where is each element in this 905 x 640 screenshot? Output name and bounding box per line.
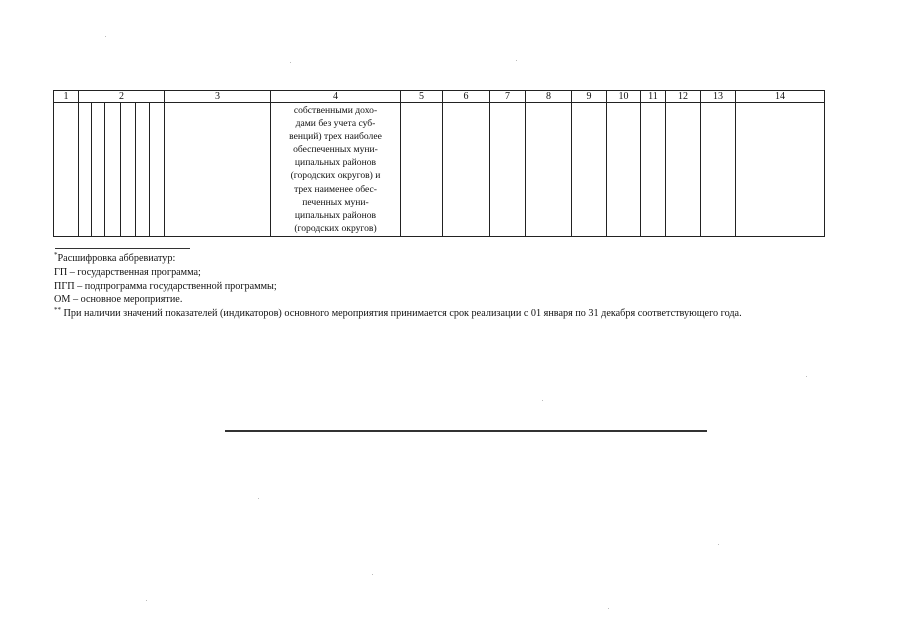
scan-speck [806,376,807,377]
cell-col-11 [641,103,666,237]
abbrev-om: ОМ – основное мероприятие. [54,294,183,306]
scan-speck [290,62,291,63]
col-header-2: 2 [79,91,165,103]
footnote-separator [55,248,190,249]
text-line: собственными дохо- [293,105,378,116]
cell-col-1 [54,103,79,237]
cell-col-2a [79,103,92,237]
col-header-3: 3 [165,91,271,103]
col-header-13: 13 [701,91,736,103]
text-line: ципальных районов [294,209,377,221]
cell-col-9 [572,103,607,237]
cell-col-2e [136,103,150,237]
cell-col-2c [105,103,121,237]
footnote-marker: * [54,251,58,259]
end-of-document-line [225,430,707,432]
scan-speck [146,600,147,601]
col-header-12: 12 [666,91,701,103]
scan-speck [516,60,517,61]
text-line: венций) трех наиболее [289,131,382,143]
text-line: (городских округов) и [290,170,381,182]
scan-speck [372,574,373,575]
header-row [54,91,825,103]
text-line: дами без учета суб- [295,118,376,130]
text-line: (городских округов) [294,222,377,234]
abbreviations-title: *Расшифровка аббревиатур: [54,251,176,264]
scan-speck [718,544,719,545]
cell-col-3 [165,103,271,237]
scan-speck [542,400,543,401]
indicators-table [53,90,825,237]
footnote-marker: ** [54,306,61,315]
cell-col-5 [401,103,443,237]
text-line: обеспеченных муни- [293,144,378,156]
col-header-9: 9 [572,91,607,103]
cell-col-12 [666,103,701,237]
indicator-description [271,103,400,235]
col-header-11: 11 [641,91,666,103]
col-header-7: 7 [490,91,526,103]
cell-col-4 [271,103,401,237]
text-line: ципальных районов [294,157,377,169]
text-line: печенных муни- [302,196,369,208]
abbrev-gp: ГП – государственная программа; [54,266,201,278]
footnotes [54,252,844,321]
col-header-8: 8 [526,91,572,103]
col-header-4: 4 [271,91,401,103]
col-header-1: 1 [54,91,79,103]
text-line: трех наименее обес- [294,183,377,195]
cell-col-6 [443,103,490,237]
scan-speck [105,36,106,37]
cell-col-13 [701,103,736,237]
abbrev-pgp: ПГП – подпрограмма государственной программы; [54,280,277,292]
cell-col-8 [526,103,572,237]
col-header-6: 6 [443,91,490,103]
cell-col-14 [736,103,825,237]
cell-col-7 [490,103,526,237]
cell-col-10 [607,103,641,237]
col-header-14: 14 [736,91,825,103]
scan-speck [608,608,609,609]
cell-col-2d [121,103,136,237]
col-header-5: 5 [401,91,443,103]
scan-speck [258,498,259,499]
cell-col-2f [150,103,165,237]
cell-col-2b [92,103,105,237]
table-row [54,103,825,237]
period-note: ** При наличии значений показателей (индикаторов) основного мероприятия принимается срок реализации с 01 января по 31 декабря соответствующего года. [54,306,742,320]
col-header-10: 10 [607,91,641,103]
